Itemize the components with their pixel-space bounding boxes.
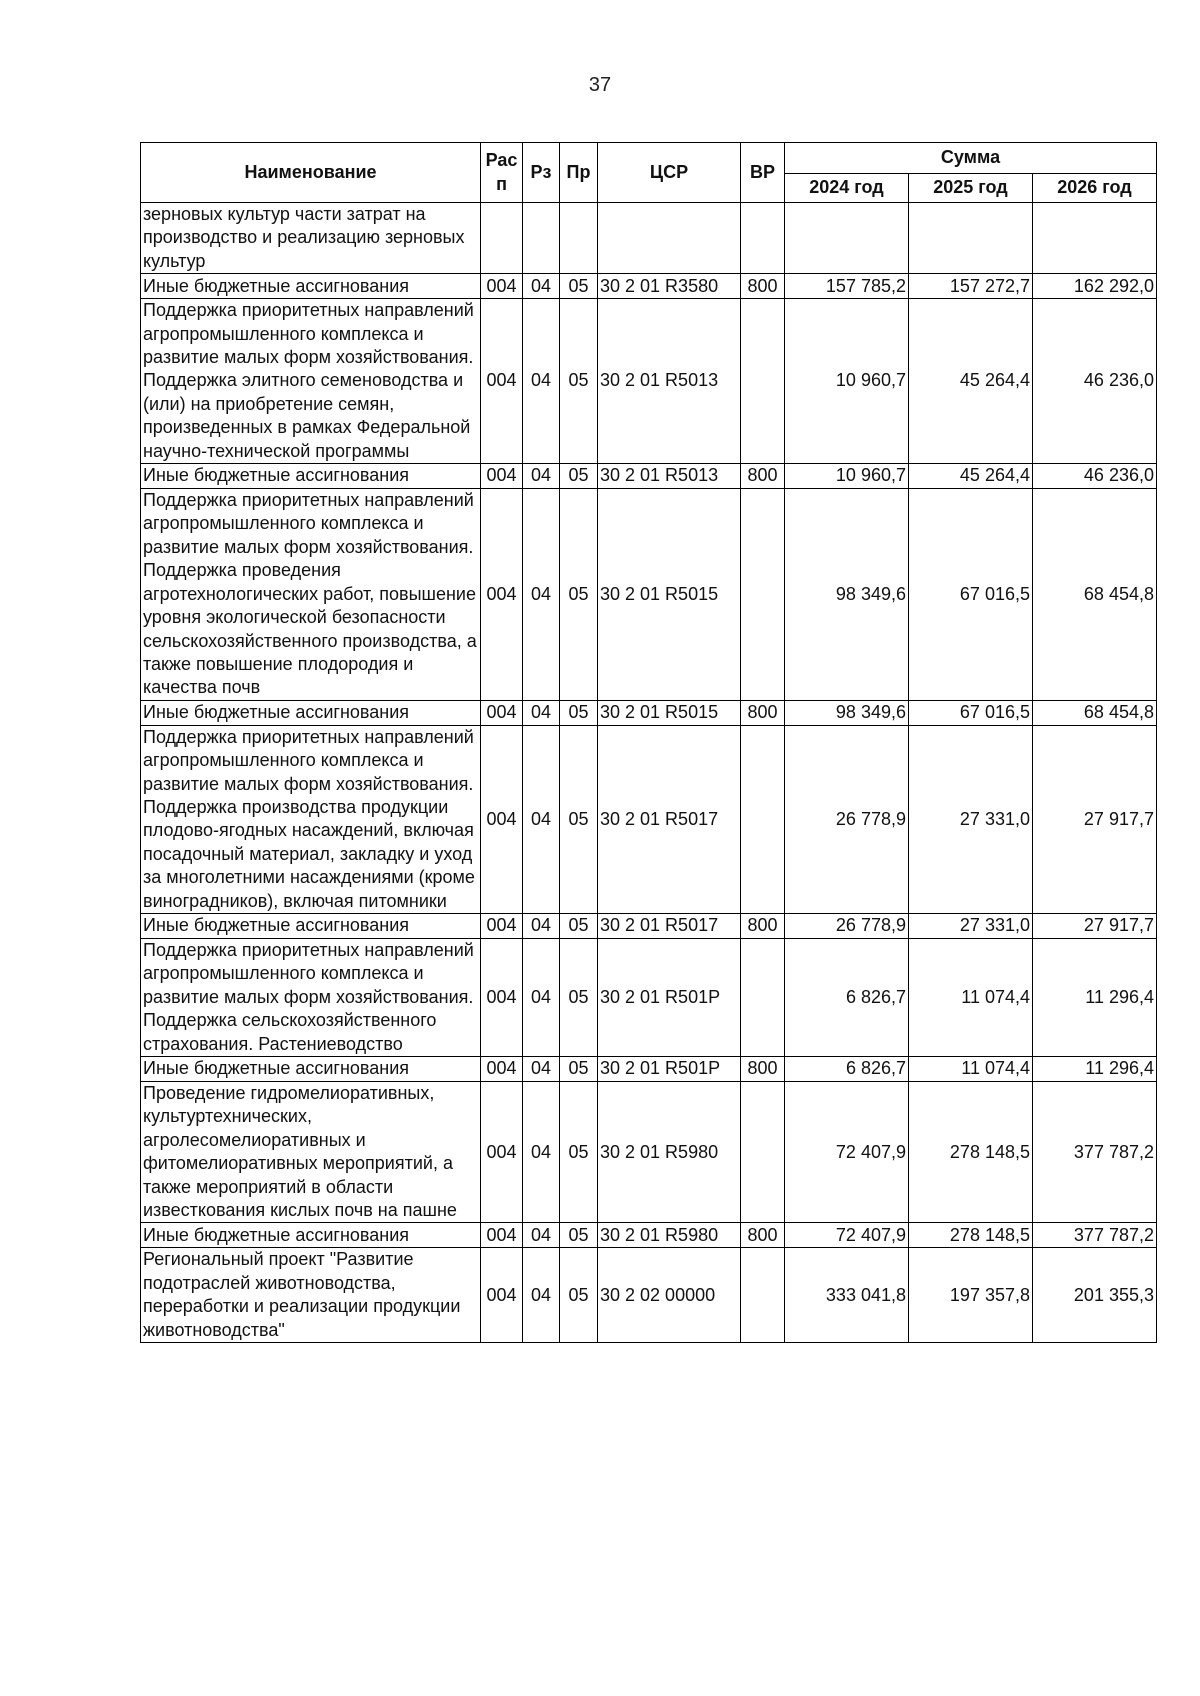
row-vr: 800 [741, 913, 785, 938]
row-rasp: 004 [481, 700, 523, 725]
table-row [141, 489, 1157, 701]
header-2025: 2025 год [909, 174, 1033, 203]
table-row [141, 1057, 1157, 1082]
row-amount-2025: 27 331,0 [909, 913, 1033, 938]
row-name: Иные бюджетные ассигнования [141, 913, 481, 938]
row-pr [560, 203, 598, 274]
row-rz: 04 [523, 299, 560, 464]
row-csr: 30 2 01 R501P [598, 938, 741, 1056]
row-rasp: 004 [481, 725, 523, 913]
row-rasp: 004 [481, 1248, 523, 1343]
row-rz: 04 [523, 274, 560, 299]
row-csr: 30 2 01 R5980 [598, 1082, 741, 1223]
row-amount-2025 [909, 203, 1033, 274]
header-vr: ВР [741, 143, 785, 203]
table-row [141, 1248, 1157, 1343]
row-amount-2025: 67 016,5 [909, 489, 1033, 701]
table-row [141, 913, 1157, 938]
header-rasp: Рас п [481, 143, 523, 203]
header-csr: ЦСР [598, 143, 741, 203]
row-rz: 04 [523, 1248, 560, 1343]
row-amount-2025: 157 272,7 [909, 274, 1033, 299]
row-rz: 04 [523, 700, 560, 725]
row-name: Иные бюджетные ассигнования [141, 274, 481, 299]
row-amount-2025: 11 074,4 [909, 938, 1033, 1056]
row-vr: 800 [741, 700, 785, 725]
row-name: Поддержка приоритетных направлений агропромышленного комплекса и развитие малых форм хозяйствования. Поддержка элитного семеноводства и (или) на приобретение семян, произведенных в рамках Федеральной научно-технической программы [141, 299, 481, 464]
row-name: Поддержка приоритетных направлений агропромышленного комплекса и развитие малых форм хозяйствования. Поддержка проведения агротехнологических работ, повышение уровня экологической безопасности сельскохозяйственного производства, а также повышение плодородия и качества почв [141, 489, 481, 701]
row-amount-2024: 26 778,9 [785, 725, 909, 913]
row-amount-2024: 6 826,7 [785, 1057, 909, 1082]
row-csr: 30 2 01 R5015 [598, 489, 741, 701]
row-csr [598, 203, 741, 274]
row-amount-2025: 278 148,5 [909, 1223, 1033, 1248]
row-rasp: 004 [481, 913, 523, 938]
header-2026: 2026 год [1033, 174, 1157, 203]
row-name: Иные бюджетные ассигнования [141, 1057, 481, 1082]
row-pr: 05 [560, 938, 598, 1056]
table-row [141, 274, 1157, 299]
row-pr: 05 [560, 700, 598, 725]
row-amount-2024: 98 349,6 [785, 489, 909, 701]
row-rasp: 004 [481, 1223, 523, 1248]
row-amount-2026: 46 236,0 [1033, 299, 1157, 464]
row-csr: 30 2 01 R5013 [598, 299, 741, 464]
page-number: 37 [588, 74, 612, 96]
row-name: Иные бюджетные ассигнования [141, 1223, 481, 1248]
row-amount-2025: 197 357,8 [909, 1248, 1033, 1343]
row-rz [523, 203, 560, 274]
row-csr: 30 2 01 R5980 [598, 1223, 741, 1248]
budget-table [140, 142, 1157, 1343]
row-amount-2026: 27 917,7 [1033, 913, 1157, 938]
row-rasp [481, 203, 523, 274]
row-rasp: 004 [481, 1082, 523, 1223]
row-rz: 04 [523, 1223, 560, 1248]
row-pr: 05 [560, 913, 598, 938]
row-amount-2024: 72 407,9 [785, 1082, 909, 1223]
header-name: Наименование [141, 143, 481, 203]
row-vr [741, 299, 785, 464]
row-amount-2024: 10 960,7 [785, 464, 909, 489]
row-vr [741, 489, 785, 701]
row-rasp: 004 [481, 938, 523, 1056]
row-vr [741, 938, 785, 1056]
row-name: Поддержка приоритетных направлений агропромышленного комплекса и развитие малых форм хозяйствования. Поддержка производства продукции плодово-ягодных насаждений, включая посадочный материал, закладку и уход за многолетними насаждениями (кроме виноградников), включая питомники [141, 725, 481, 913]
row-amount-2025: 45 264,4 [909, 464, 1033, 489]
table-row [141, 464, 1157, 489]
header-2024: 2024 год [785, 174, 909, 203]
table-row [141, 1223, 1157, 1248]
row-pr: 05 [560, 1082, 598, 1223]
row-rz: 04 [523, 1082, 560, 1223]
row-csr: 30 2 01 R5017 [598, 913, 741, 938]
row-vr: 800 [741, 274, 785, 299]
row-csr: 30 2 01 R5015 [598, 700, 741, 725]
table-row [141, 725, 1157, 913]
row-rz: 04 [523, 1057, 560, 1082]
row-amount-2024: 333 041,8 [785, 1248, 909, 1343]
row-rz: 04 [523, 913, 560, 938]
row-amount-2024 [785, 203, 909, 274]
row-vr [741, 1248, 785, 1343]
row-amount-2026: 68 454,8 [1033, 700, 1157, 725]
row-csr: 30 2 01 R5017 [598, 725, 741, 913]
table-row [141, 700, 1157, 725]
row-amount-2026 [1033, 203, 1157, 274]
row-amount-2026: 68 454,8 [1033, 489, 1157, 701]
row-vr [741, 203, 785, 274]
row-name: Поддержка приоритетных направлений агропромышленного комплекса и развитие малых форм хозяйствования. Поддержка сельскохозяйственного страхования. Растениеводство [141, 938, 481, 1056]
row-amount-2024: 10 960,7 [785, 299, 909, 464]
row-amount-2026: 11 296,4 [1033, 938, 1157, 1056]
row-amount-2025: 11 074,4 [909, 1057, 1033, 1082]
row-pr: 05 [560, 274, 598, 299]
row-rz: 04 [523, 725, 560, 913]
header-rz: Рз [523, 143, 560, 203]
row-amount-2026: 27 917,7 [1033, 725, 1157, 913]
header-pr: Пр [560, 143, 598, 203]
row-amount-2025: 67 016,5 [909, 700, 1033, 725]
row-csr: 30 2 02 00000 [598, 1248, 741, 1343]
table-row [141, 938, 1157, 1056]
row-rasp: 004 [481, 1057, 523, 1082]
row-rasp: 004 [481, 299, 523, 464]
row-amount-2026: 201 355,3 [1033, 1248, 1157, 1343]
row-pr: 05 [560, 725, 598, 913]
header-sum: Сумма [785, 143, 1157, 174]
row-rasp: 004 [481, 464, 523, 489]
row-amount-2024: 26 778,9 [785, 913, 909, 938]
row-pr: 05 [560, 489, 598, 701]
row-name: Региональный проект "Развитие подотраслей животноводства, переработки и реализации продукции животноводства" [141, 1248, 481, 1343]
row-rz: 04 [523, 489, 560, 701]
row-name: Иные бюджетные ассигнования [141, 700, 481, 725]
row-name: зерновых культур части затрат на производство и реализацию зерновых культур [141, 203, 481, 274]
row-pr: 05 [560, 299, 598, 464]
row-vr: 800 [741, 1223, 785, 1248]
row-amount-2025: 45 264,4 [909, 299, 1033, 464]
row-vr [741, 1082, 785, 1223]
row-pr: 05 [560, 1057, 598, 1082]
row-vr: 800 [741, 464, 785, 489]
row-amount-2025: 27 331,0 [909, 725, 1033, 913]
row-vr [741, 725, 785, 913]
table-row [141, 1082, 1157, 1223]
row-pr: 05 [560, 1248, 598, 1343]
row-amount-2025: 278 148,5 [909, 1082, 1033, 1223]
row-pr: 05 [560, 464, 598, 489]
row-amount-2024: 72 407,9 [785, 1223, 909, 1248]
table-row [141, 203, 1157, 274]
row-name: Иные бюджетные ассигнования [141, 464, 481, 489]
row-amount-2024: 157 785,2 [785, 274, 909, 299]
row-csr: 30 2 01 R3580 [598, 274, 741, 299]
row-amount-2026: 162 292,0 [1033, 274, 1157, 299]
row-rasp: 004 [481, 489, 523, 701]
row-name: Проведение гидромелиоративных, культуртехнических, агролесомелиоративных и фитомелиоративных мероприятий, а также мероприятий в области известкования кислых почв на пашне [141, 1082, 481, 1223]
row-amount-2026: 46 236,0 [1033, 464, 1157, 489]
row-rz: 04 [523, 464, 560, 489]
row-pr: 05 [560, 1223, 598, 1248]
table-row [141, 299, 1157, 464]
row-amount-2026: 377 787,2 [1033, 1223, 1157, 1248]
row-rz: 04 [523, 938, 560, 1056]
row-csr: 30 2 01 R501P [598, 1057, 741, 1082]
row-amount-2026: 377 787,2 [1033, 1082, 1157, 1223]
row-amount-2026: 11 296,4 [1033, 1057, 1157, 1082]
row-vr: 800 [741, 1057, 785, 1082]
row-rasp: 004 [481, 274, 523, 299]
row-amount-2024: 6 826,7 [785, 938, 909, 1056]
row-csr: 30 2 01 R5013 [598, 464, 741, 489]
row-amount-2024: 98 349,6 [785, 700, 909, 725]
